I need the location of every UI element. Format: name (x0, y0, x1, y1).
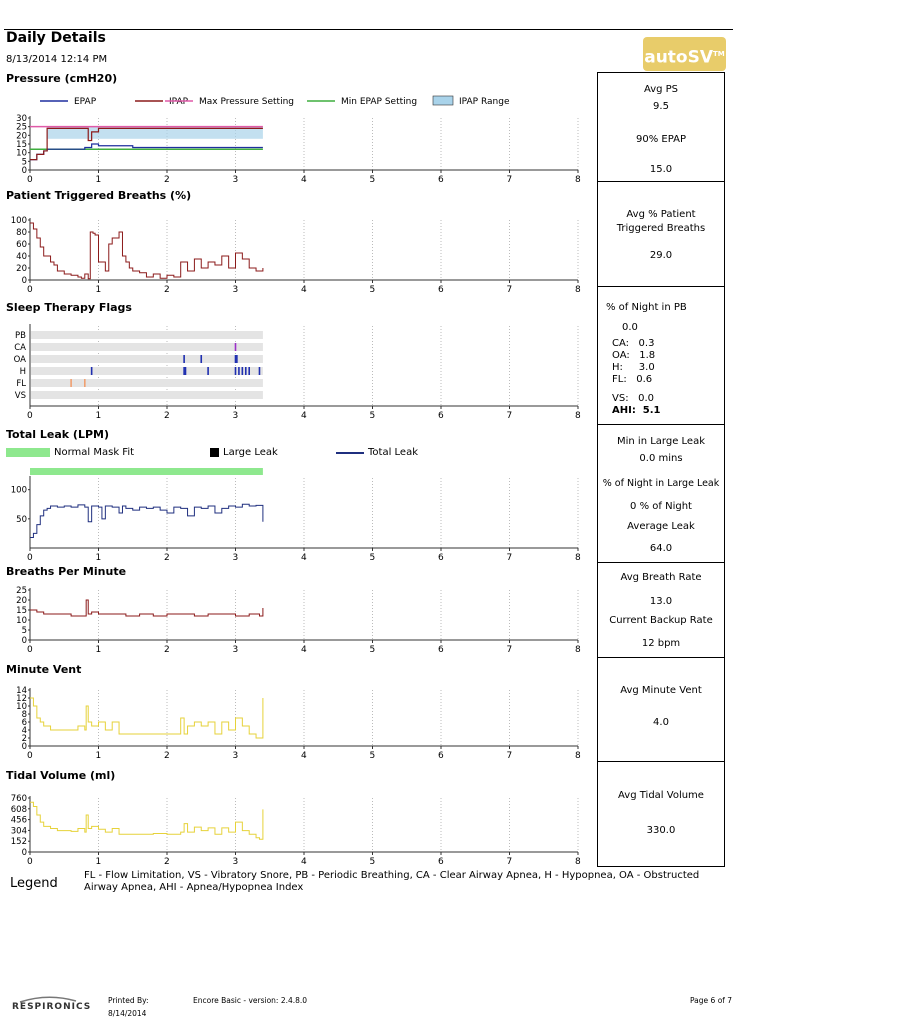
minvent-x-tick-label: 3 (232, 751, 239, 761)
tidal-y-tick-label: 608 (10, 804, 27, 815)
bpm-x-tick-label: 8 (575, 645, 581, 655)
triggered-y-tick-label: 0 (21, 276, 27, 286)
tidal-x-tick-label: 6 (438, 857, 444, 867)
leak-x-tick-label: 3 (232, 553, 239, 563)
tidal-y-tick-label: 760 (10, 794, 27, 804)
flags-event-ca (235, 343, 237, 351)
triggered-x-tick-label: 3 (232, 285, 239, 295)
flags-event-h (238, 367, 240, 375)
stat-label: Avg % Patient Triggered Breaths (616, 209, 706, 234)
flags-event-h (235, 367, 237, 375)
tidal-x-tick-label: 8 (575, 857, 581, 867)
legend-label: Large Leak (223, 447, 278, 458)
triggered-y-tick-label: 100 (10, 216, 27, 226)
leak-x-tick-label: 1 (95, 553, 102, 563)
stats-leak (598, 425, 724, 563)
flags-row-label-pb: PB (15, 331, 26, 341)
triggered-title: Patient Triggered Breaths (%) (6, 189, 192, 202)
pressure-y-tick-label: 20 (16, 131, 27, 142)
bpm-series-line (30, 600, 263, 616)
stat-label: % of Night in Large Leak (602, 478, 720, 489)
flags-row-band-fl (31, 379, 263, 387)
stat-value: 0.0 (622, 322, 638, 333)
stat-label: Avg PS (643, 84, 679, 95)
flags-row-label-oa: OA (13, 355, 26, 365)
flags-event-h (183, 367, 185, 375)
respironics-brand: RESPIRONICS (12, 1002, 92, 1012)
autosv-logo (643, 37, 726, 71)
triggered-x-tick-label: 0 (27, 285, 33, 295)
flags-event-oa (200, 355, 202, 363)
flags-event-oa (235, 355, 237, 363)
pressure-x-tick-label: 1 (95, 175, 102, 185)
flags-x-tick-label: 4 (301, 411, 307, 421)
bpm-x-tick-label: 7 (506, 645, 513, 655)
minvent-y-tick-label: 12 (16, 694, 27, 704)
logo-trademark: TM (713, 50, 725, 58)
minvent-y-tick-label: 10 (16, 702, 27, 712)
flags-x-tick-label: 8 (575, 411, 581, 421)
pressure-x-tick-label: 4 (301, 175, 307, 185)
stats-triggered (598, 182, 724, 287)
triggered-x-tick-label: 8 (575, 285, 581, 295)
stat-value: 15.0 (649, 164, 673, 175)
pressure-legend-label: IPAP (169, 97, 189, 107)
minvent-x-tick-label: 0 (27, 751, 33, 761)
bpm-x-tick-label: 1 (95, 645, 102, 655)
minvent-x-tick-label: 7 (506, 751, 513, 761)
bpm-x-tick-label: 2 (164, 645, 170, 655)
minvent-y-tick-label: 2 (21, 734, 27, 744)
flags-x-tick-label: 5 (369, 411, 376, 421)
triggered-x-tick-label: 5 (369, 285, 376, 295)
pressure-legend-label: IPAP Range (459, 97, 510, 107)
leak-x-tick-label: 0 (27, 553, 33, 563)
pressure-epap-line (30, 144, 263, 160)
bpm-title: Breaths Per Minute (6, 565, 127, 578)
flags-row-band-pb (31, 331, 263, 339)
stat-flag-vs: VS: 0.0 (612, 393, 654, 404)
flags-row-label-vs: VS (14, 391, 26, 401)
flags-event-h (248, 367, 250, 375)
flags-event-oa (236, 355, 238, 363)
leak-x-tick-label: 8 (575, 553, 581, 563)
pressure-y-tick-label: 25 (16, 122, 27, 133)
pressure-x-tick-label: 3 (232, 175, 239, 185)
bpm-y-tick-label: 0 (21, 636, 27, 646)
stat-value: 0.0 mins (639, 453, 683, 464)
pressure-y-tick-label: 30 (16, 114, 27, 124)
flags-event-h (259, 367, 261, 375)
bpm-x-tick-label: 0 (27, 645, 33, 655)
triggered-series-line (30, 223, 263, 279)
stats-minvent (598, 658, 724, 762)
tidal-x-tick-label: 1 (95, 857, 102, 867)
tidal-series-line (30, 802, 263, 839)
leak-title: Total Leak (LPM) (6, 428, 109, 441)
bpm-y-tick-label: 5 (21, 626, 27, 636)
stat-value: 330.0 (646, 825, 676, 836)
tidal-x-tick-label: 5 (369, 857, 376, 867)
flags-event-h (91, 367, 93, 375)
triggered-y-tick-label: 20 (16, 264, 27, 274)
pressure-legend-label: EPAP (74, 97, 97, 107)
minvent-x-tick-label: 6 (438, 751, 444, 761)
printed-date: 8/14/2014 (108, 1009, 147, 1018)
triggered-x-tick-label: 1 (95, 285, 102, 295)
flags-row-band-h (31, 367, 263, 375)
flags-event-fl (84, 379, 86, 387)
flags-x-tick-label: 7 (506, 411, 513, 421)
stat-value: 12 bpm (641, 638, 681, 649)
tidal-x-tick-label: 7 (506, 857, 513, 867)
stats-panel (597, 72, 725, 867)
stats-flags (598, 287, 724, 425)
stat-label: Min in Large Leak (617, 436, 705, 447)
pressure-legend-swatch-ipap-range (433, 96, 453, 105)
triggered-y-tick-label: 60 (16, 240, 27, 250)
bpm-y-tick-label: 15 (16, 606, 27, 616)
stat-flag-ca: CA: 0.3 (612, 338, 655, 349)
flags-event-h (185, 367, 187, 375)
page-title: Daily Details (6, 30, 106, 46)
bpm-y-tick-label: 10 (16, 616, 27, 626)
minvent-series-line (30, 698, 263, 738)
stat-ahi: AHI: 5.1 (612, 405, 661, 416)
pressure-legend-label: Min EPAP Setting (341, 97, 418, 107)
logo-text: autoSV (644, 47, 714, 68)
triggered-x-tick-label: 2 (164, 285, 170, 295)
printed-by-label: Printed By: (108, 996, 149, 1005)
stat-value: 13.0 (649, 596, 673, 607)
minvent-y-tick-label: 0 (21, 742, 27, 752)
stat-value: 4.0 (653, 717, 669, 728)
pressure-y-tick-label: 15 (16, 140, 27, 150)
pressure-y-tick-label: 10 (16, 148, 27, 159)
flags-event-fl (70, 379, 72, 387)
pressure-y-tick-label: 0 (21, 166, 27, 176)
pressure-x-tick-label: 7 (506, 175, 513, 185)
tidal-y-tick-label: 456 (10, 815, 27, 826)
stat-label: Avg Tidal Volume (618, 790, 704, 801)
leak-x-tick-label: 6 (438, 553, 444, 563)
tidal-title: Tidal Volume (ml) (6, 769, 116, 782)
flags-row-band-vs (31, 391, 263, 399)
flags-row-band-ca (31, 343, 263, 351)
flags-event-oa (183, 355, 185, 363)
stat-label: 90% EPAP (636, 134, 686, 145)
legend-label: Total Leak (368, 447, 418, 458)
tidal-x-tick-label: 4 (301, 857, 307, 867)
flags-x-tick-label: 2 (164, 411, 170, 421)
stats-bpm (598, 563, 724, 658)
triggered-x-tick-label: 4 (301, 285, 307, 295)
flags-event-h (207, 367, 209, 375)
triggered-x-tick-label: 6 (438, 285, 444, 295)
triggered-x-tick-label: 7 (506, 285, 513, 295)
stat-label: Avg Breath Rate (620, 572, 702, 583)
minvent-y-tick-label: 14 (16, 686, 27, 696)
stats-tidal (598, 762, 724, 867)
leak-y-tick-label: 100 (10, 485, 27, 496)
minvent-y-tick-label: 4 (21, 726, 27, 736)
minvent-x-tick-label: 2 (164, 751, 170, 761)
tidal-x-tick-label: 0 (27, 857, 33, 867)
leak-x-tick-label: 4 (301, 553, 307, 563)
pressure-x-tick-label: 0 (27, 175, 33, 185)
pressure-x-tick-label: 5 (369, 175, 376, 185)
pressure-legend-label: Max Pressure Setting (199, 97, 294, 107)
minvent-x-tick-label: 1 (95, 751, 102, 761)
flags-event-h (242, 367, 244, 375)
legend-label: Normal Mask Fit (54, 447, 135, 458)
stat-value: 29.0 (649, 250, 673, 261)
stat-value: 0 % of Night (630, 501, 692, 512)
stat-label: % of Night in PB (606, 302, 687, 313)
flags-row-band-oa (31, 355, 263, 363)
flags-row-label-ca: CA (14, 343, 26, 353)
flags-title: Sleep Therapy Flags (6, 301, 132, 314)
stat-flag-fl: FL: 0.6 (612, 374, 653, 385)
bpm-x-tick-label: 6 (438, 645, 444, 655)
flags-event-h (245, 367, 247, 375)
legend-text: FL - Flow Limitation, VS - Vibratory Snore, PB - Periodic Breathing, CA - Clear Airway Apnea, H - Hypopnea, OA - Obstructed Airway Apnea, AHI - Apnea/Hypopnea Index (84, 870, 700, 893)
stat-label: Average Leak (627, 521, 695, 532)
pressure-x-tick-label: 8 (575, 175, 581, 185)
tidal-y-tick-label: 152 (10, 837, 27, 848)
stat-value: 9.5 (653, 101, 669, 112)
tidal-y-tick-label: 304 (10, 826, 27, 837)
pressure-x-tick-label: 6 (438, 175, 444, 185)
bpm-x-tick-label: 4 (301, 645, 307, 655)
bpm-x-tick-label: 3 (232, 645, 239, 655)
minvent-x-tick-label: 8 (575, 751, 581, 761)
leak-x-tick-label: 2 (164, 553, 170, 563)
pressure-y-tick-label: 5 (21, 157, 27, 168)
minvent-x-tick-label: 5 (369, 751, 376, 761)
minvent-y-tick-label: 6 (21, 718, 27, 728)
flags-row-label-fl: FL (16, 379, 26, 389)
minvent-y-tick-label: 8 (21, 710, 27, 720)
flags-row-label-h: H (19, 367, 26, 377)
tidal-x-tick-label: 3 (232, 857, 239, 867)
software-version: Encore Basic - version: 2.4.8.0 (193, 996, 308, 1005)
flags-x-tick-label: 6 (438, 411, 444, 421)
stat-value: 64.0 (649, 543, 673, 554)
stat-label: Current Backup Rate (609, 615, 713, 626)
leak-x-tick-label: 5 (369, 553, 376, 563)
pressure-title: Pressure (cmH20) (6, 72, 118, 85)
flags-x-tick-label: 1 (95, 411, 102, 421)
stat-flag-h: H: 3.0 (612, 362, 655, 373)
pressure-x-tick-label: 2 (164, 175, 170, 185)
minvent-title: Minute Vent (6, 663, 82, 676)
page-number: Page 6 of 7 (690, 996, 733, 1005)
legend-title: Legend (10, 876, 58, 891)
bpm-x-tick-label: 5 (369, 645, 376, 655)
tidal-x-tick-label: 2 (164, 857, 170, 867)
leak-y-tick-label: 50 (16, 514, 27, 525)
report-datetime: 8/13/2014 12:14 PM (6, 54, 108, 65)
tidal-y-tick-label: 0 (21, 848, 27, 858)
bpm-y-tick-label: 20 (16, 596, 27, 606)
flags-x-tick-label: 0 (27, 411, 33, 421)
stats-pressure (598, 73, 724, 182)
stat-flag-oa: OA: 1.8 (612, 350, 656, 361)
flags-x-tick-label: 3 (232, 411, 239, 421)
triggered-y-tick-label: 80 (16, 228, 27, 238)
minvent-x-tick-label: 4 (301, 751, 307, 761)
leak-total-leak-line (30, 504, 263, 537)
leak-x-tick-label: 7 (506, 553, 513, 563)
bpm-y-tick-label: 25 (16, 586, 27, 596)
stat-label: Avg Minute Vent (620, 685, 702, 696)
triggered-y-tick-label: 40 (16, 252, 27, 262)
leak-normal-fit-bar (30, 468, 263, 475)
